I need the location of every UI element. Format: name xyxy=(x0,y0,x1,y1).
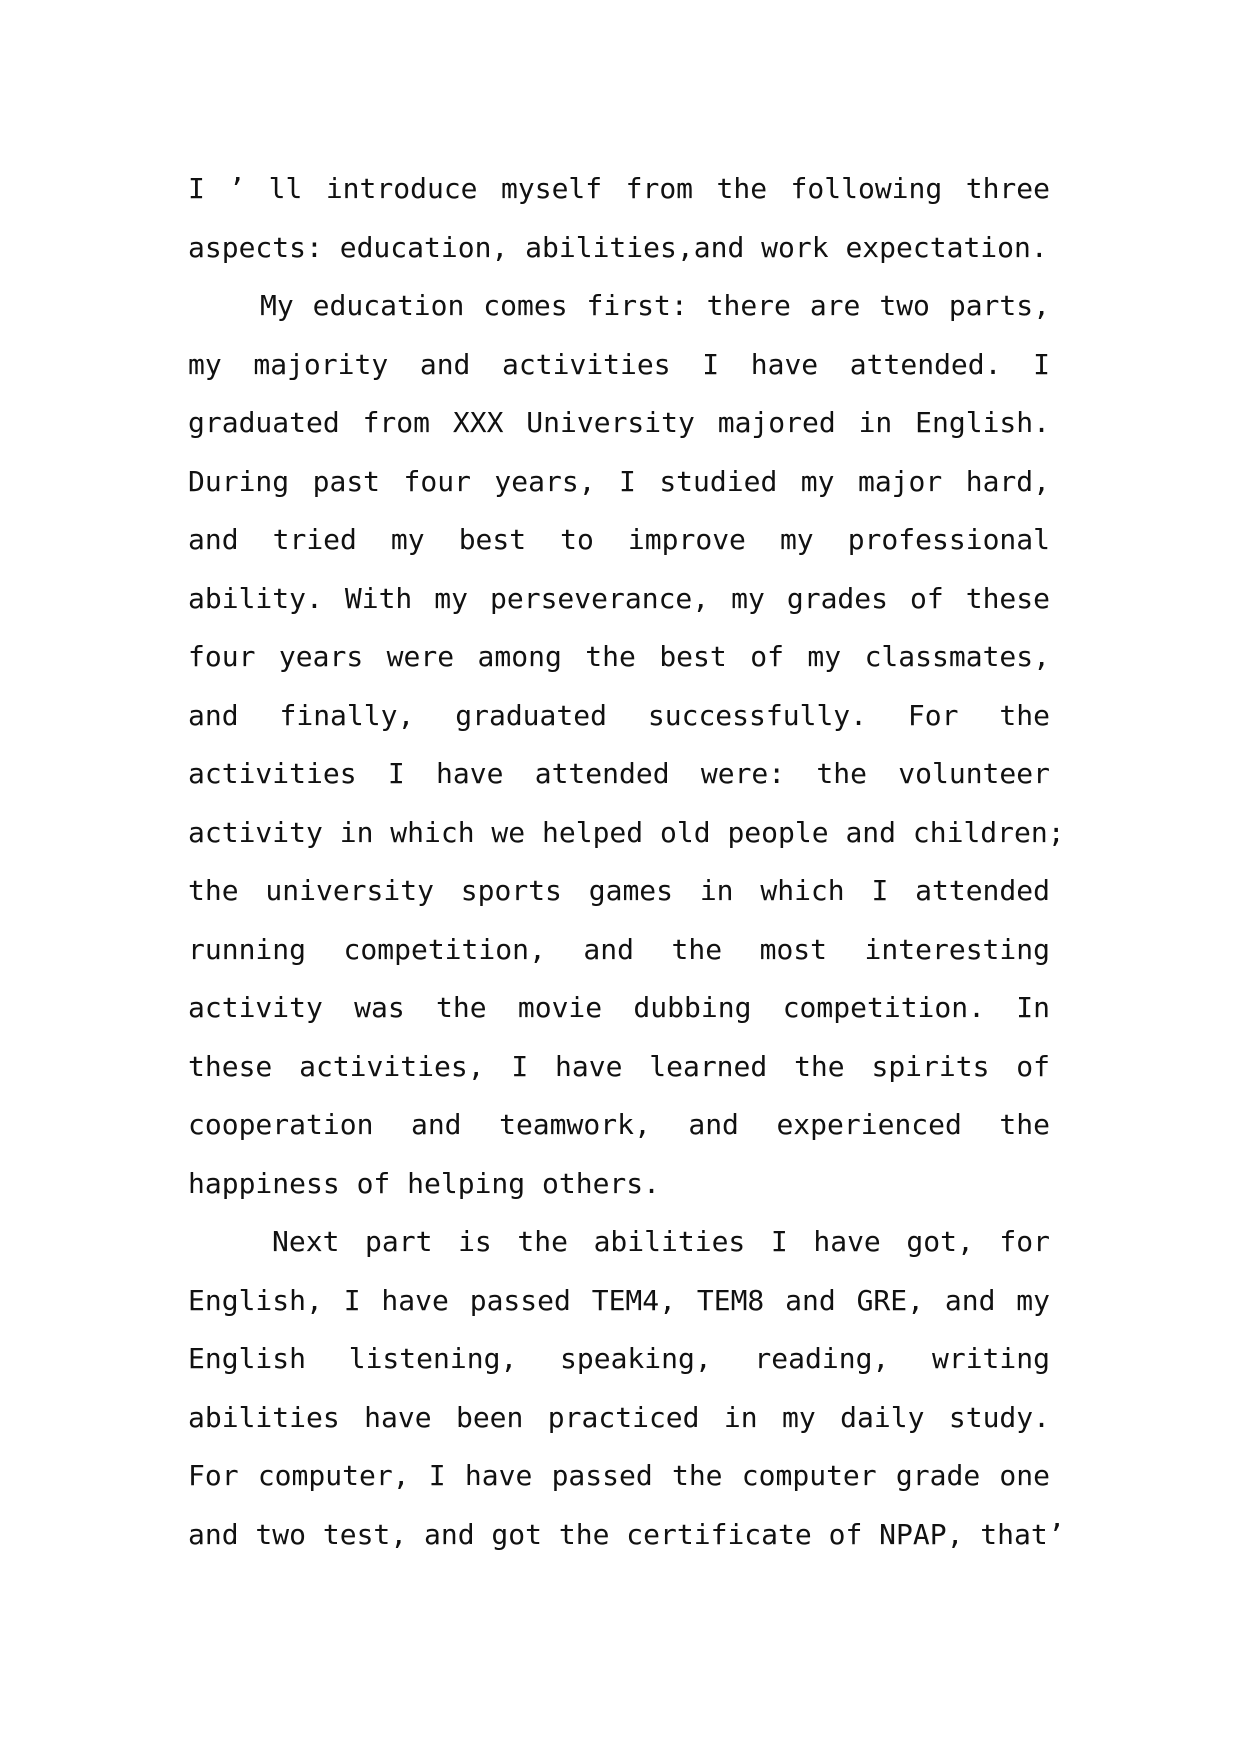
text-line: For computer, I have passed the computer grade one xyxy=(188,1459,1050,1492)
text-line: and tried my best to improve my professional xyxy=(188,523,1050,556)
text-line: cooperation and teamwork, and experienced the xyxy=(188,1108,1050,1141)
text-line: English, I have passed TEM4, TEM8 and GRE, and my xyxy=(188,1283,1050,1317)
text-line: four years were among the best of my classmates, xyxy=(188,640,1050,673)
text-line: I ’ ll introduce myself from the following three xyxy=(188,172,1050,205)
text-line: Next part is the abilities I have got, for xyxy=(272,1225,1050,1258)
text-line: English listening, speaking, reading, writing xyxy=(188,1342,1050,1375)
text-line: activity was the movie dubbing competition. In xyxy=(188,991,1050,1024)
text-line: ability. With my perseverance, my grades of these xyxy=(188,581,1050,615)
text-line: and two test, and got the certificate of NPAP, that’ xyxy=(188,1517,1065,1551)
text-line: my majority and activities I have attended. I xyxy=(188,347,1050,381)
text-line: and finally, graduated successfully. For the xyxy=(188,698,1050,732)
text-line: activity in which we helped old people and children; xyxy=(188,815,1065,849)
text-line: graduated from XXX University majored in English. xyxy=(188,406,1050,439)
text-line: these activities, I have learned the spirits of xyxy=(188,1049,1050,1083)
text-line: abilities have been practiced in my daily study. xyxy=(188,1400,1050,1434)
text-line: During past four years, I studied my major hard, xyxy=(188,464,1050,498)
text-line: My education comes first: there are two parts, xyxy=(260,289,1050,322)
document-body xyxy=(188,160,1065,1564)
text-line: the university sports games in which I attended xyxy=(188,874,1050,907)
text-line: happiness of helping others. xyxy=(188,1166,661,1200)
text-line: running competition, and the most interesting xyxy=(188,932,1050,966)
text-line: aspects: education, abilities,and work expectation. xyxy=(188,230,1048,264)
text-line: activities I have attended were: the volunteer xyxy=(188,757,1050,790)
